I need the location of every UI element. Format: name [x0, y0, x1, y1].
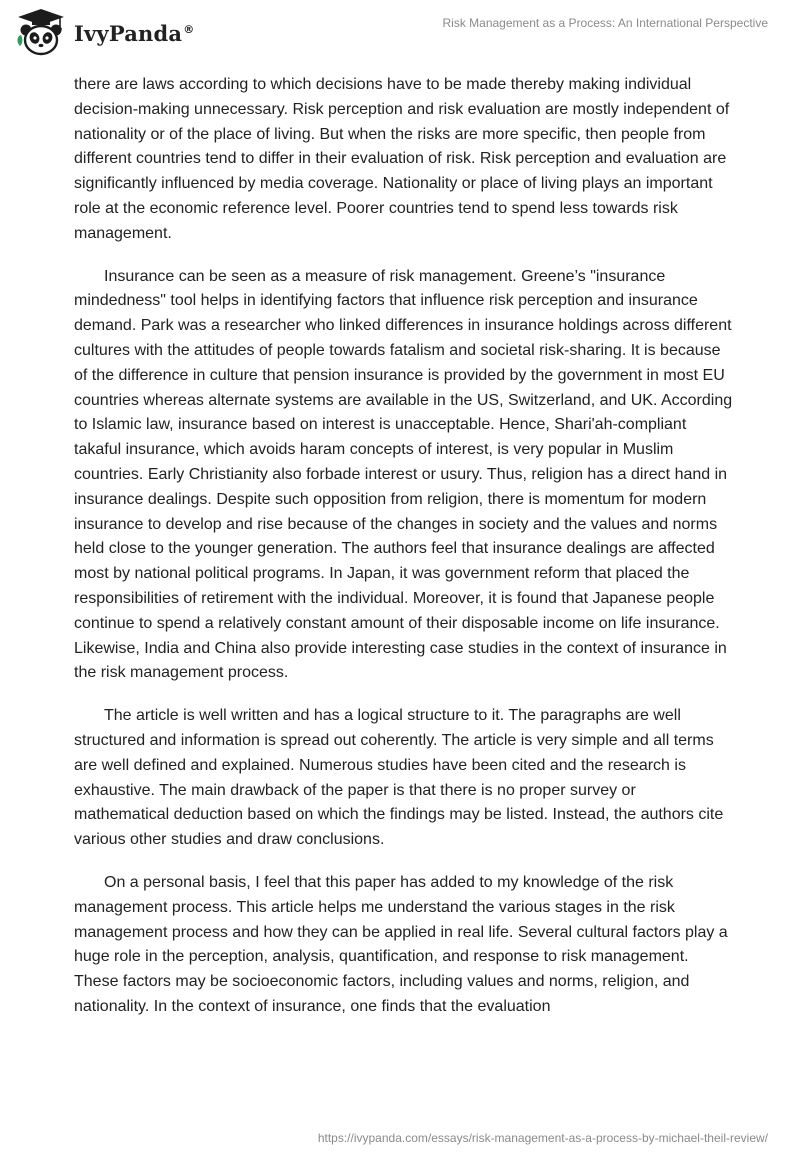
paragraph: The article is well written and has a logical structure to it. The paragraphs are well structured and information is spread out coherently. The article is very simple and all terms are well defined and explained. Numerous studies have been cited and the research is exhaustive. The main drawback of the paper is that there is no proper survey or mathematical deduction based on which the findings may be listed. Instead, the authors cite various other studies and draw conclusions. — [74, 707, 724, 849]
page-header — [0, 0, 800, 70]
paragraph: Insurance can be seen as a measure of risk management. Greene’s "insurance mindedness" tool helps in identifying factors that influence risk perception and insurance demand. Park was a researcher who linked differences in insurance holdings across different cultures with the attitudes of people towards fatalism and societal risk-sharing. It is because of the difference in culture that pension insurance is provided by the government in most EU countries whereas alternate systems are available in the US, Switzerland, and UK. According to Islamic law, insurance based on interest is unacceptable. Hence, Shari'ah-compliant takaful insurance, which avoids haram concepts of interest, is very popular in Muslim countries. Early Christianity also forbade interest or usury. Thus, religion has a direct hand in insurance dealings. Despite such opposition from religion, there is momentum for modern insurance to develop and rise because of the changes in society and the values and norms held close to the younger generation. The authors feel that insurance dealings are affected most by national political programs. In Japan, it was government reform that placed the responsibilities of retirement with the individual. Moreover, it is found that Japanese people continue to spend a relatively constant amount of their disposable income on life insurance. Likewise, India and China also provide interesting case studies in the context of insurance in the risk management process. — [74, 267, 733, 682]
source-url[interactable]: https://ivypanda.com/essays/risk-management-as-a-process-by-michael-theil-review/ — [317, 1131, 768, 1145]
panda-graduate-logo-icon — [14, 6, 68, 58]
paragraph: On a personal basis, I feel that this paper has added to my knowledge of the risk management process. This article helps me understand the various stages in the risk management process and how they can be applied in real life. Several cultural factors play a huge role in the perception, analysis, quantification, and response to risk management. These factors may be socioeconomic factors, including values and norms, religion, and nationality. In the context of insurance, one finds that the evaluation — [74, 873, 728, 1015]
brand-registered-mark: ® — [183, 22, 195, 36]
brand-name: IvyPanda® — [74, 20, 195, 46]
essay-body — [74, 73, 734, 1038]
brand-logo[interactable] — [14, 6, 194, 58]
document-title: Risk Management as a Process: An International Perspective — [442, 16, 768, 30]
paragraph: there are laws according to which decisions have to be made thereby making individual decision-making unnecessary. Risk perception and risk evaluation are mostly independent of nationality or of the place of living. But when the risks are more specific, then people from different countries tend to differ in their evaluation of risk. Risk perception and evaluation are significantly influenced by media coverage. Nationality or place of living plays an important role at the economic reference level. Poorer countries tend to spend less towards risk management. — [74, 76, 730, 242]
